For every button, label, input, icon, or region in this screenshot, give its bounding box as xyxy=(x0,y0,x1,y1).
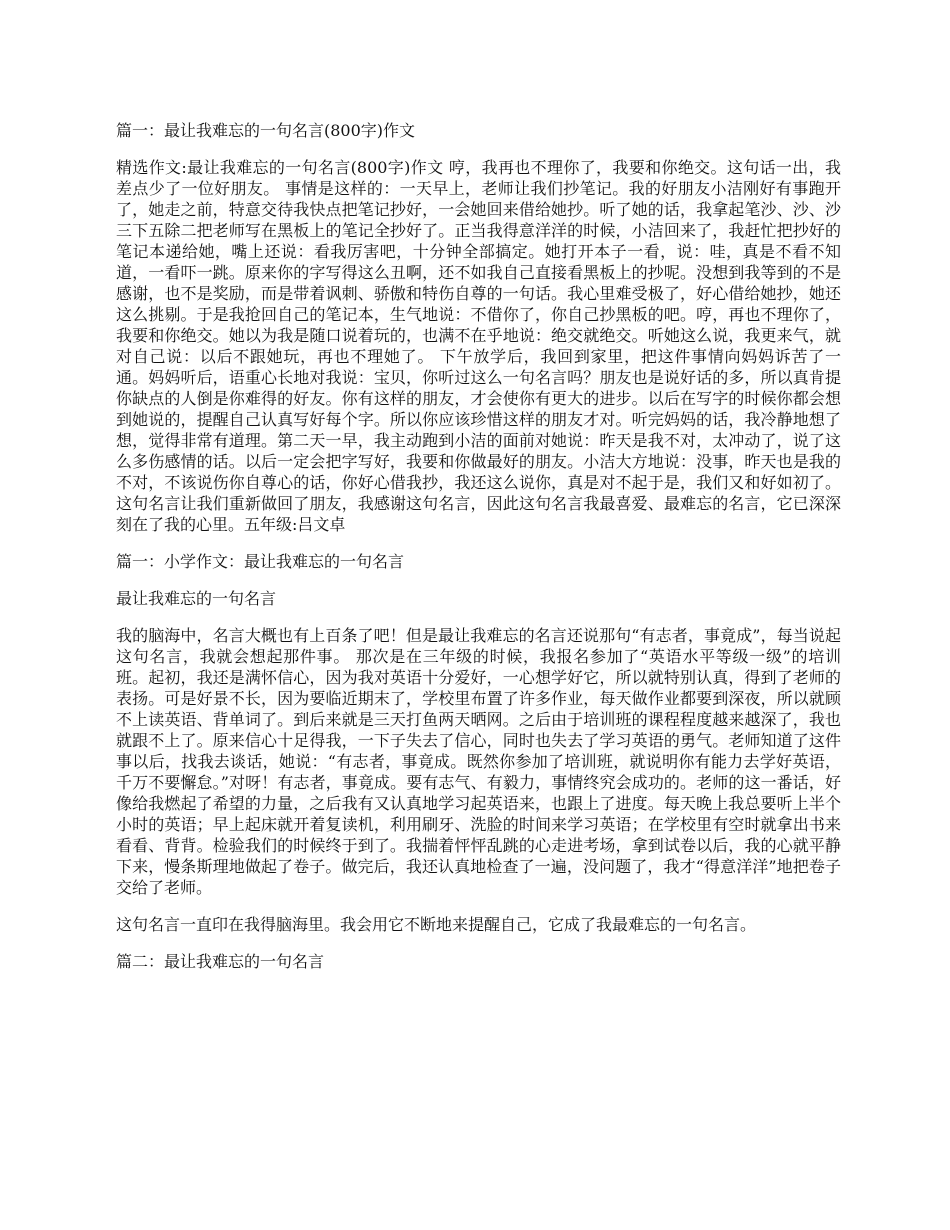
paragraph: 这句名言一直印在我得脑海里。我会用它不断地来提醒自己，它成了我最难忘的一句名言。 xyxy=(116,915,757,934)
section-heading: 篇一：小学作文：最让我难忘的一句名言 xyxy=(116,552,405,571)
section-heading: 篇二：最让我难忘的一句名言 xyxy=(116,952,325,971)
document-body xyxy=(116,120,841,988)
section-heading: 篇一：最让我难忘的一句名言(800字)作文 xyxy=(116,121,416,140)
paragraph: 我的脑海中，名言大概也有上百条了吧！但是最让我难忘的名言还说那句“有志者，事竟成”，每当说起这句名言，我就会想起那件事。 那次是在三年级的时候，我报名参加了“英语水平等级一级”的培训班。起初，我还是满怀信心，因为我对英语十分爱好，一心想学好它，所以就特别认真，得到了老师的表扬。可是好景不长，因为要临近期末了，学校里布置了许多作业，每天做作业都要到深夜，所以就顾不上读英语、背单词了。到后来就是三天打鱼两天晒网。之后由于培训班的课程程度越来越深了，我也就跟不上了。原来信心十足得我，一下子失去了信心，同时也失去了学习英语的勇气。老师知道了这件事以后，找我去谈话，她说：“有志者，事竟成。既然你参加了培训班，就说明你有能力去学好英语，千万不要懈怠。”对呀！有志者，事竟成。要有志气、有毅力，事情终究会成功的。老师的这一番话，好像给我燃起了希望的力量，之后我有又认真地学习起英语来，也跟上了进度。每天晚上我总要听上半个小时的英语；早上起床就开着复读机，利用刷牙、洗脸的时间来学习英语；在学校里有空时就拿出书来看看、背背。检验我们的时候终于到了。我揣着怦怦乱跳的心走进考场，拿到试卷以后，我的心就平静下来，慢条斯理地做起了卷子。做完后，我还认真地检查了一遍，没问题了，我才“得意洋洋”地把卷子交给了老师。 xyxy=(116,626,841,897)
paragraph-subtitle: 最让我难忘的一句名言 xyxy=(116,589,277,608)
paragraph: 精选作文:最让我难忘的一句名言(800字)作文 哼，我再也不理你了，我要和你绝交。这句话一出，我差点少了一位好朋友。 事情是这样的：一天早上，老师让我们抄笔记。我的好朋友小洁刚好有事跑开了，她走之前，特意交待我快点把笔记抄好，一会她回来借给她抄。听了她的话，我拿起笔沙、沙、沙三下五除二把老师写在黑板上的笔记全抄好了。正当我得意洋洋的时候，小洁回来了，我赶忙把抄好的笔记本递给她，嘴上还说：看我厉害吧，十分钟全部搞定。她打开本子一看，说：哇，真是不看不知道，一看吓一跳。原来你的字写得这么丑啊，还不如我自己直接看黑板上的抄呢。没想到我等到的不是感谢，也不是奖励，而是带着讽刺、骄傲和特伤自尊的一句话。我心里难受极了，好心借给她抄，她还这么挑剔。于是我抢回自己的笔记本，生气地说：不借你了，你自己抄黑板的吧。哼，再也不理你了，我要和你绝交。她以为我是随口说着玩的，也满不在乎地说：绝交就绝交。听她这么说，我更来气，就对自己说：以后不跟她玩，再也不理她了。 下午放学后，我回到家里，把这件事情向妈妈诉苦了一通。妈妈听后，语重心长地对我说：宝贝，你听过这么一句名言吗？朋友也是说好话的多，所以真肯提你缺点的人倒是你难得的好友。你有这样的朋友，才会使你有更大的进步。以后在写字的时候你都会想到她说的，提醒自己认真写好每个字。所以你应该珍惜这样的朋友才对。听完妈妈的话，我冷静地想了想，觉得非常有道理。第二天一早，我主动跑到小洁的面前对她说：昨天是我不对，太冲动了，说了这么多伤感情的话。以后一定会把字写好，我要和你做最好的朋友。小洁大方地说：没事，昨天也是我的不对，不该说伤你自尊心的话，你好心借我抄，我还这么说你，真是对不起于是，我们又和好如初了。 这句名言让我们重新做回了朋友，我感谢这句名言，因此这句名言我最喜爱、最难忘的名言，它已深深刻在了我的心里。五年级:吕文卓 xyxy=(116,158,841,534)
